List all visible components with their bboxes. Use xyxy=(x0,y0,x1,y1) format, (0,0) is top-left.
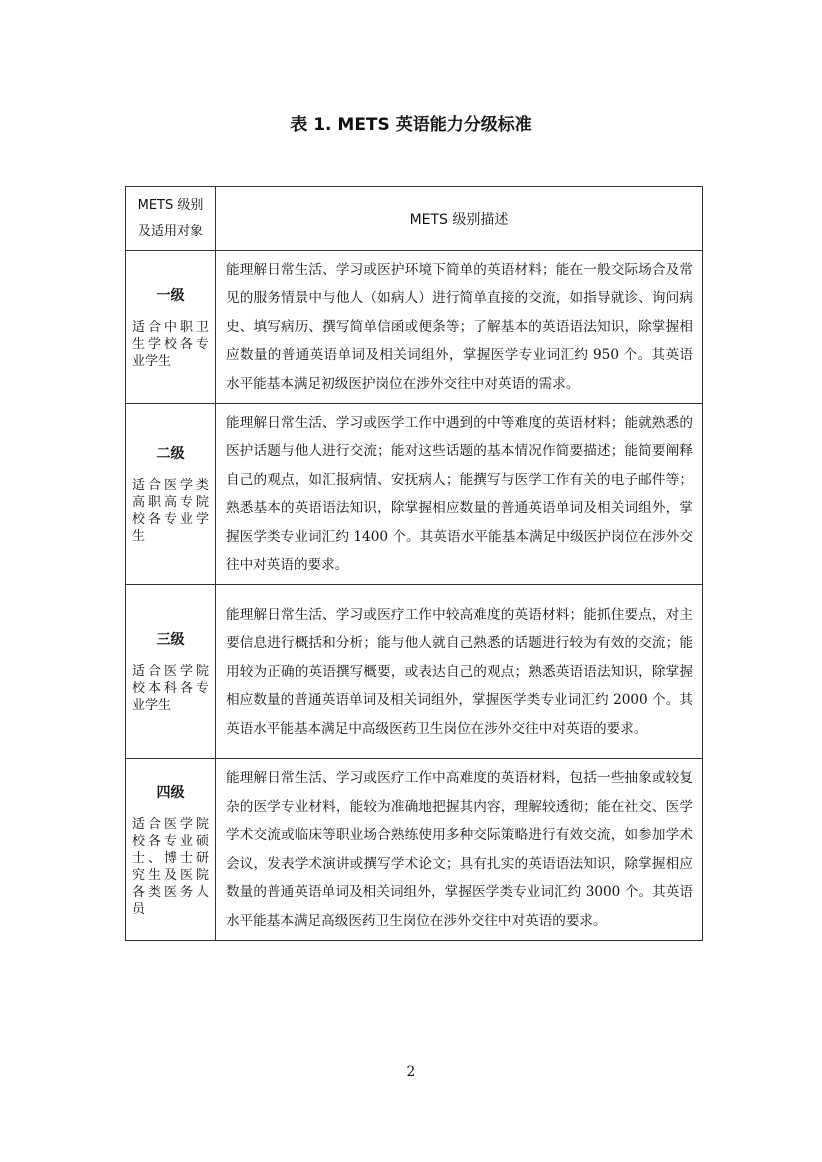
header-description-cell xyxy=(216,187,703,251)
level-cell xyxy=(126,585,216,759)
level-name: 二级 xyxy=(156,446,185,463)
table-title: 表 1. METS 英语能力分级标准 xyxy=(290,115,532,135)
level-description: 能理解日常生活、学习或医护环境下简单的英语材料；能在一般交际场合及常见的服务情景中与他人（如病人）进行简单直接的交流，如指导就诊、询问病史、填写病历、撰写简单信函或便条等；了解基本的英语语法知识，除掌握相应数量的普通英语单词及相关词组外，掌握医学专业词汇约 950 个。其英语水平能基本满足初级医护岗位在涉外交往中对英语的需求。 xyxy=(226,262,693,392)
table-header-row xyxy=(126,187,703,251)
page-number: 2 xyxy=(406,1064,416,1080)
level-target: 适合医学院校各专业硕士、博士研究生及医院各类医务人员 xyxy=(132,816,209,917)
level-cell xyxy=(126,251,216,404)
mets-level-table xyxy=(125,186,703,941)
description-cell xyxy=(216,404,703,585)
header-level-cell xyxy=(126,187,216,251)
level-target: 适合中职卫生学校各专业学生 xyxy=(132,319,209,369)
level-name: 一级 xyxy=(156,287,185,304)
level-name: 四级 xyxy=(156,784,185,801)
description-cell xyxy=(216,759,703,940)
table-row xyxy=(126,585,703,759)
table-row xyxy=(126,759,703,940)
level-description: 能理解日常生活、学习或医学工作中遇到的中等难度的英语材料；能就熟悉的医护话题与他人进行交流；能对这些话题的基本情况作简要描述；能简要阐释自己的观点，如汇报病情、安抚病人；能撰写与医学工作有关的电子邮件等；熟悉基本的英语语法知识，除掌握相应数量的普通英语单词及相关词组外，掌握医学类专业词汇约 1400 个。其英语水平能基本满足中级医护岗位在涉外交往中对英语的要求。 xyxy=(226,415,693,574)
level-description: 能理解日常生活、学习或医疗工作中高难度的英语材料，包括一些抽象或较复杂的医学专业材料，能较为准确地把握其内容，理解较透彻；能在社交、医学学术交流或临床等职业场合熟练使用多种交际策略进行有效交流，如参加学术会议，发表学术演讲或撰写学术论文；具有扎实的英语语法知识，除掌握相应数量的普通英语单词及相关词组外，掌握医学类专业词汇约 3000 个。其英语水平能基本满足高级医药卫生岗位在涉外交往中对英语的要求。 xyxy=(226,770,693,929)
description-cell xyxy=(216,585,703,759)
table-row xyxy=(126,251,703,404)
level-cell xyxy=(126,759,216,940)
header-description-label: METS 级别描述 xyxy=(409,211,509,228)
description-cell xyxy=(216,251,703,404)
level-target: 适合医学类高职高专院校各专业学生 xyxy=(132,478,209,545)
level-cell xyxy=(126,404,216,585)
header-level-label: METS 级别及适用对象 xyxy=(137,197,204,239)
table-row xyxy=(126,404,703,585)
level-target: 适合医学院校本科各专业学生 xyxy=(132,664,209,714)
level-name: 三级 xyxy=(156,632,185,649)
level-description: 能理解日常生活、学习或医疗工作中较高难度的英语材料；能抓住要点，对主要信息进行概括和分析；能与他人就自己熟悉的话题进行较为有效的交流；能用较为正确的英语撰写概要，或表达自己的观点；熟悉英语语法知识，除掌握相应数量的普通英语单词及相关词组外，掌握医学类专业词汇约 2000 个。其英语水平能基本满足中高级医药卫生岗位在涉外交往中对英语的要求。 xyxy=(226,606,693,737)
